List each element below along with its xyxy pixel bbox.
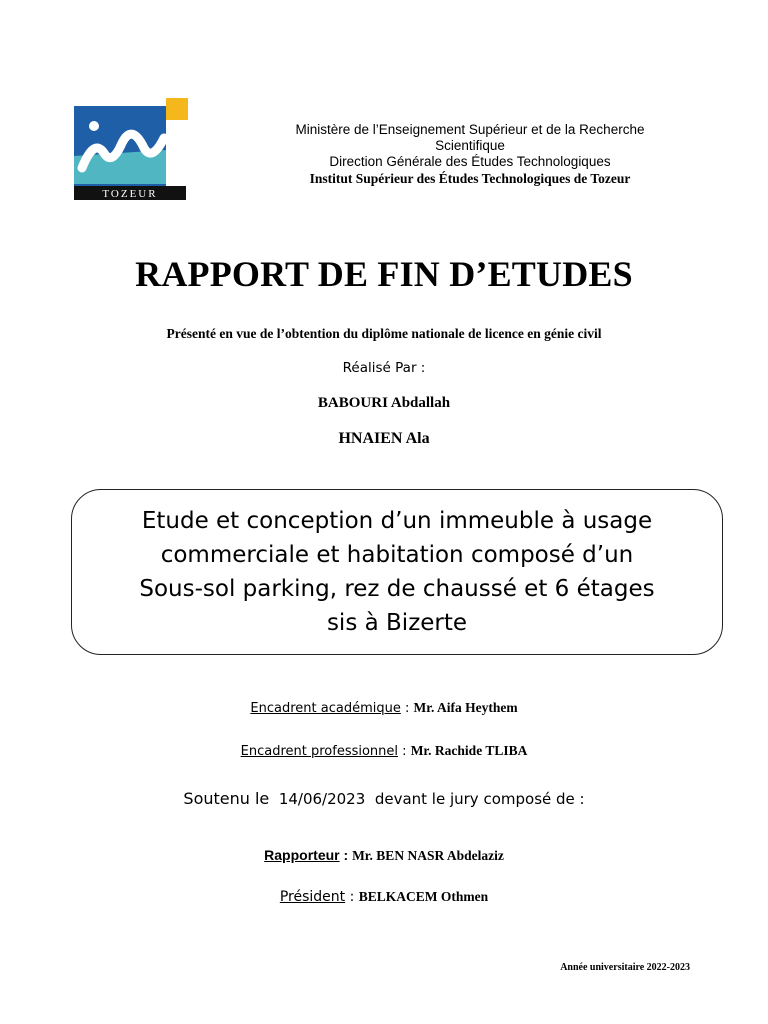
professional-supervisor-name: Mr. Rachide TLIBA: [410, 743, 528, 758]
academic-supervisor: Encadrent académique : Mr. Aifa Heythem: [250, 700, 518, 716]
professional-supervisor-label: Encadrent professionnel: [240, 744, 399, 759]
defense-date: 14/06/2023: [278, 790, 366, 808]
professional-supervisor: Encadrent professionnel : Mr. Rachide TLIBA: [240, 743, 528, 759]
academic-supervisor-name: Mr. Aifa Heythem: [413, 700, 518, 715]
defense-suffix: devant le jury composé de :: [374, 790, 585, 808]
project-subject-box: [71, 489, 723, 655]
direction-line: Direction Générale des Études Technologiques: [329, 154, 611, 169]
author-name: HNAIEN Ala: [338, 430, 430, 447]
academic-supervisor-label: Encadrent académique: [250, 701, 401, 716]
iset-tozeur-logo: [74, 98, 190, 200]
president-line: Président : BELKACEM Othmen: [279, 889, 489, 905]
ministry-line: Ministère de l’Enseignement Supérieur et de la Recherche: [295, 122, 645, 137]
realise-par-label: Réalisé Par :: [342, 360, 426, 376]
report-title: RAPPORT DE FIN D’ETUDES: [135, 254, 633, 294]
logo-yellow-square: [166, 98, 188, 120]
defense-prefix: Soutenu le: [183, 789, 270, 808]
subject-line: Etude et conception d’un immeuble à usage: [141, 508, 653, 534]
subject-line: commerciale et habitation composé d’un: [160, 542, 634, 568]
subject-line: Sous-sol parking, rez de chaussé et 6 étages: [139, 576, 655, 602]
logo-tozeur-text: TOZEUR: [102, 188, 158, 200]
subject-line: sis à Bizerte: [326, 610, 468, 636]
rapporteur-label: Rapporteur: [264, 847, 340, 863]
institute-line: Institut Supérieur des Études Technologiques de Tozeur: [309, 171, 631, 186]
report-subtitle: Présenté en vue de l’obtention du diplôme nationale de licence en génie civil: [166, 326, 602, 341]
president-name: BELKACEM Othmen: [358, 889, 489, 904]
rapporteur-name: Mr. BEN NASR Abdelaziz: [352, 848, 504, 863]
academic-year: Année universitaire 2022-2023: [560, 962, 690, 973]
ministry-line-2: Scientifique: [435, 138, 505, 153]
rapporteur-line: Rapporteur : Mr. BEN NASR Abdelaziz: [264, 847, 504, 863]
institution-header: [250, 122, 690, 188]
president-label: Président: [279, 889, 346, 905]
author-name: BABOURI Abdallah: [317, 395, 451, 411]
defense-line: [0, 789, 768, 808]
